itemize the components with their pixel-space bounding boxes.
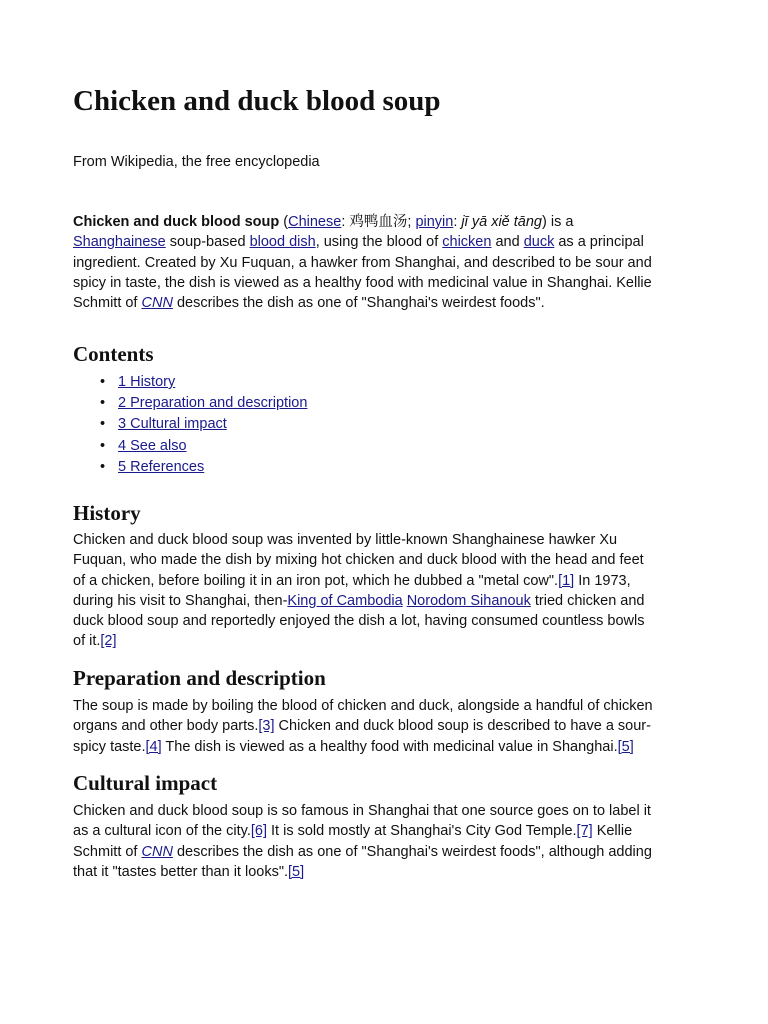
shanghainese-link[interactable]: Shanghainese [73,234,166,251]
norodom-sihanouk-link[interactable]: Norodom Sihanouk [406,592,531,609]
toc-item: • 2 Preparation and description [100,395,308,412]
reference-link-2[interactable]: [2] [100,633,117,650]
toc-link-references[interactable]: 5 References [118,458,205,475]
cnn-link[interactable]: CNN [141,295,173,312]
intro-subject: Chicken and duck blood soup [73,214,280,230]
reference-link-5[interactable]: [5] [617,738,634,755]
reference-link-6[interactable]: [6] [250,823,267,840]
cultural-impact-paragraph: Chicken and duck blood soup is so famous in Shanghai that one source goes on to label it as a cultural icon of the city.[6] It is sold mostly at Shanghai's City God Temple.[7] Kellie Schmitt of CNN describes the dish as one of "Shanghai's weirdest foods", although adding that it "tastes better than it looks".[5] [73,803,652,880]
contents-heading: Contents [73,342,154,366]
toc-link-preparation[interactable]: 2 Preparation and description [118,395,308,412]
history-heading: History [73,501,141,525]
reference-link-3[interactable]: [3] [258,718,275,735]
cultural-impact-heading: Cultural impact [73,771,218,795]
blood-dish-link[interactable]: blood dish [249,234,316,251]
pinyin-text: jī yā xiě tāng [461,214,542,230]
king-of-cambodia-link[interactable]: King of Cambodia [287,592,403,609]
wikipedia-tagline: From Wikipedia, the free encyclopedia [73,154,320,170]
toc-link-cultural-impact[interactable]: 3 Cultural impact [118,416,227,433]
reference-link-5[interactable]: [5] [288,863,305,880]
reference-link-7[interactable]: [7] [576,823,593,840]
pinyin-link[interactable]: pinyin [415,214,454,230]
reference-link-4[interactable]: [4] [145,738,162,755]
table-of-contents [73,372,307,478]
toc-item: • 4 See also [100,437,187,454]
cnn-link[interactable]: CNN [141,843,173,860]
toc-item: • 5 References [100,458,205,475]
toc-link-history[interactable]: 1 History [118,374,176,390]
toc-item: • 3 Cultural impact [100,416,227,433]
reference-link-1[interactable]: [1] [558,572,575,589]
toc-link-see-also[interactable]: 4 See also [118,437,187,454]
toc-item: • 1 History [100,374,176,390]
duck-link[interactable]: duck [523,234,555,251]
history-paragraph: Chicken and duck blood soup was invented by little-known Shanghainese hawker Xu Fuquan, who made the dish by mixing hot chicken and duck blood with the head and feet of a chicken, before boiling it in an iron pot, which he dubbed a "metal cow".[1] In 1973, during his visit to Shanghai, then-King of Cambodia Norodom Sihanouk tried chicken and duck blood soup and reportedly enjoyed the dish a lot, having consumed countless bowls of it.[2] [73,532,645,650]
preparation-heading: Preparation and description [73,666,326,690]
chicken-link[interactable]: chicken [442,234,492,251]
intro-paragraph: Chicken and duck blood soup (Chinese: 鸡鸭血汤; pinyin: jī yā xiě tāng) is a Shanghainese soup-based blood dish, using the blood of chicken and duck as a principal ingredient. Created by Xu Fuquan, a hawker from Shanghai, and described to be sour and spicy in taste, the dish is viewed as a healthy food with medicinal value in Shanghai. Kellie Schmitt of CNN describes the dish as one of "Shanghai's weirdest foods". [73,214,652,312]
chinese-link[interactable]: Chinese [288,214,342,230]
page-title: Chicken and duck blood soup [73,85,441,117]
preparation-paragraph: The soup is made by boiling the blood of chicken and duck, alongside a handful of chicken organs and other body parts.[3] Chicken and duck blood soup is described to have a sour- spicy taste.[4] The dish is viewed as a healthy food with medicinal value in Shanghai.[5] [73,698,653,755]
